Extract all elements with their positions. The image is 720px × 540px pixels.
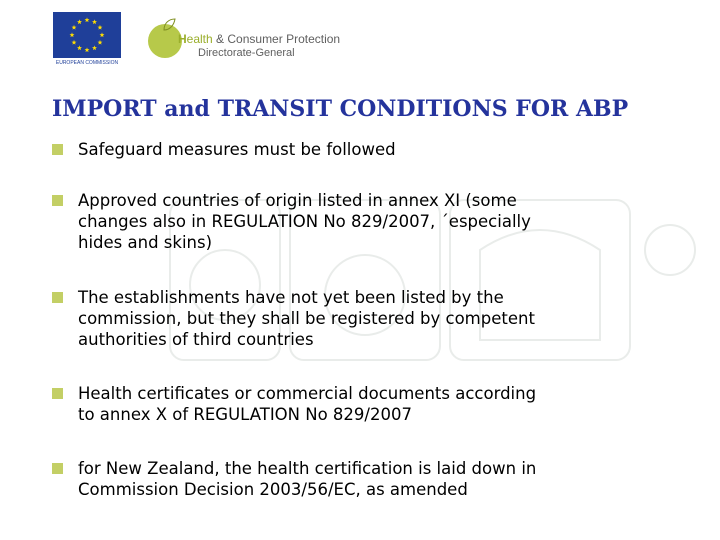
bullet-text: Health certificates or commercial documents according to annex X of REGULATION No 829/2007: [78, 384, 537, 424]
eu-logo-caption: EUROPEAN COMMISSION: [55, 60, 119, 66]
page-title: IMPORT and TRANSIT CONDITIONS FOR ABP: [52, 96, 629, 122]
bullet-text: Safeguard measures must be followed: [78, 140, 396, 159]
bullet-text: for New Zealand, the health certification is laid down in Commission Decision 2003/56/EC, as amended: [78, 459, 537, 499]
bullet-text: The establishments have not yet been listed by the commission, but they shall be registered by competent authorities of third countries: [78, 288, 535, 349]
bullet-square-icon: [52, 195, 63, 206]
bullet-square-icon: [52, 388, 63, 399]
bullet-text: Approved countries of origin listed in annex XI (some changes also in REGULATION No 829/2007, ´especially hides and skins): [78, 191, 531, 252]
dg-logo-subtitle: Directorate-General: [198, 47, 295, 59]
bullet-square-icon: [52, 144, 63, 155]
dg-logo-initial: H: [178, 32, 187, 46]
bullet-square-icon: [52, 463, 63, 474]
bullet-square-icon: [52, 292, 63, 303]
dg-logo-rest: & Consumer Protection: [212, 32, 341, 46]
dg-logo-word: ealth: [186, 32, 213, 46]
